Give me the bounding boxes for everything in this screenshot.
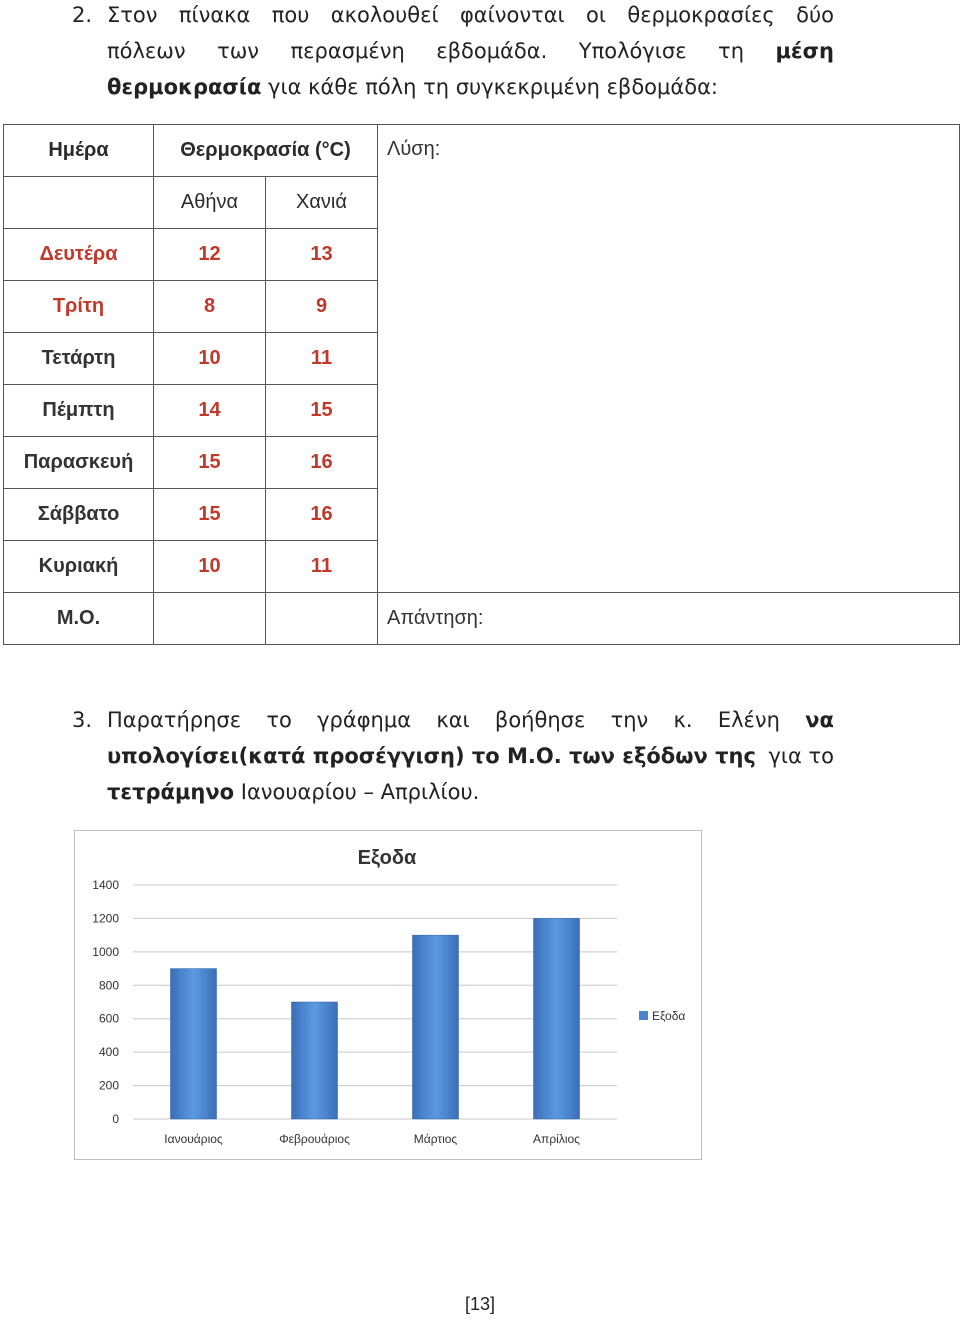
solution-label: Λύση: bbox=[387, 138, 441, 160]
y-tick-label: 800 bbox=[98, 978, 119, 993]
mean-label: Μ.Ο. bbox=[4, 593, 154, 645]
header-athens: Αθήνα bbox=[154, 177, 266, 229]
bar bbox=[292, 1002, 338, 1119]
expenses-chart bbox=[74, 830, 702, 1160]
day-cell: Τρίτη bbox=[4, 281, 154, 333]
bar bbox=[534, 918, 580, 1119]
chania-temp: 11 bbox=[266, 541, 378, 593]
chania-temp: 16 bbox=[266, 489, 378, 541]
y-tick-label: 0 bbox=[112, 1112, 119, 1126]
bold-term: θερμοκρασία bbox=[107, 75, 262, 99]
word-bold: μέση bbox=[775, 39, 834, 63]
word: Στον bbox=[107, 3, 158, 27]
athens-temp: 14 bbox=[154, 385, 266, 437]
day-cell: Κυριακή bbox=[4, 541, 154, 593]
word-bold: να bbox=[805, 708, 834, 732]
bold-term: τετράμηνο bbox=[107, 780, 235, 804]
word: εβδομάδα. bbox=[436, 39, 548, 63]
y-tick-label: 1400 bbox=[92, 878, 119, 892]
word: θερμοκρασίες bbox=[627, 3, 775, 27]
word: των bbox=[217, 39, 260, 63]
text: για το bbox=[768, 744, 834, 768]
chart-title: Εξοδα bbox=[357, 847, 417, 869]
question-2-line-3 bbox=[107, 69, 834, 105]
day-cell: Πέμπτη bbox=[4, 385, 154, 437]
word: βοήθησε bbox=[494, 708, 586, 732]
word: την bbox=[610, 708, 649, 732]
word: δύο bbox=[796, 3, 834, 27]
word: και bbox=[436, 708, 470, 732]
word: πίνακα bbox=[178, 3, 251, 27]
word: Υπολόγισε bbox=[578, 39, 687, 63]
chania-temp: 15 bbox=[266, 385, 378, 437]
chania-temp: 9 bbox=[266, 281, 378, 333]
athens-mean-empty bbox=[154, 593, 266, 645]
bold-phrase: υπολογίσει(κατά προσέγγιση) το Μ.Ο. των εξόδων της bbox=[107, 744, 756, 768]
word: κ. bbox=[673, 708, 693, 732]
day-cell: Δευτέρα bbox=[4, 229, 154, 281]
word: φαίνονται bbox=[459, 3, 565, 27]
athens-temp: 10 bbox=[154, 541, 266, 593]
y-tick-label: 1200 bbox=[92, 911, 119, 926]
question-3-number: 3. bbox=[72, 708, 93, 732]
word: ακολουθεί bbox=[330, 3, 439, 27]
x-tick-label: Ιανουάριος bbox=[164, 1132, 223, 1146]
temperature-table bbox=[3, 124, 960, 645]
question-3-line-2 bbox=[107, 738, 834, 774]
x-tick-label: Φεβρουάριος bbox=[279, 1132, 350, 1146]
word: το bbox=[266, 708, 292, 732]
word: τη bbox=[718, 39, 744, 63]
day-cell: Σάββατο bbox=[4, 489, 154, 541]
word: Ελένη bbox=[717, 708, 780, 732]
text: Ιανουαρίου – Απριλίου. bbox=[234, 780, 480, 804]
word: οι bbox=[586, 3, 606, 27]
x-tick-label: Απρίλιος bbox=[533, 1132, 580, 1146]
legend-swatch bbox=[639, 1011, 648, 1020]
word: που bbox=[271, 3, 310, 27]
word: πόλεων bbox=[107, 39, 186, 63]
question-2-number: 2. bbox=[72, 3, 93, 27]
answer-label: Απάντηση: bbox=[378, 593, 960, 645]
header-day: Ημέρα bbox=[4, 125, 154, 177]
athens-temp: 8 bbox=[154, 281, 266, 333]
legend-label: Εξοδα bbox=[652, 1009, 686, 1023]
chania-temp: 16 bbox=[266, 437, 378, 489]
text: για κάθε πόλη τη συγκεκριμένη εβδομάδα: bbox=[261, 75, 719, 99]
y-tick-label: 600 bbox=[98, 1011, 119, 1026]
question-2-line-2 bbox=[107, 33, 834, 69]
word: Παρατήρησε bbox=[107, 708, 242, 732]
athens-temp: 12 bbox=[154, 229, 266, 281]
question-3-line-1 bbox=[107, 702, 834, 738]
word: περασμένη bbox=[290, 39, 405, 63]
y-tick-label: 400 bbox=[98, 1045, 119, 1060]
solution-cell bbox=[378, 125, 960, 593]
header-chania: Χανιά bbox=[266, 177, 378, 229]
chania-temp: 11 bbox=[266, 333, 378, 385]
day-cell: Παρασκευή bbox=[4, 437, 154, 489]
day-cell: Τετάρτη bbox=[4, 333, 154, 385]
athens-temp: 10 bbox=[154, 333, 266, 385]
bar bbox=[171, 969, 217, 1119]
x-tick-label: Μάρτιος bbox=[413, 1132, 458, 1146]
athens-temp: 15 bbox=[154, 489, 266, 541]
chart-svg bbox=[75, 831, 701, 1159]
bar bbox=[413, 935, 459, 1119]
athens-temp: 15 bbox=[154, 437, 266, 489]
y-tick-label: 200 bbox=[98, 1078, 119, 1093]
empty-cell bbox=[4, 177, 154, 229]
question-2-line-1 bbox=[107, 0, 834, 33]
page-number: [13] bbox=[464, 1294, 496, 1314]
question-3-line-3 bbox=[107, 774, 834, 810]
y-tick-label: 1000 bbox=[92, 944, 119, 959]
chania-mean-empty bbox=[266, 593, 378, 645]
chania-temp: 13 bbox=[266, 229, 378, 281]
word: γράφημα bbox=[317, 708, 412, 732]
header-temperature: Θερμοκρασία (°C) bbox=[154, 125, 378, 177]
